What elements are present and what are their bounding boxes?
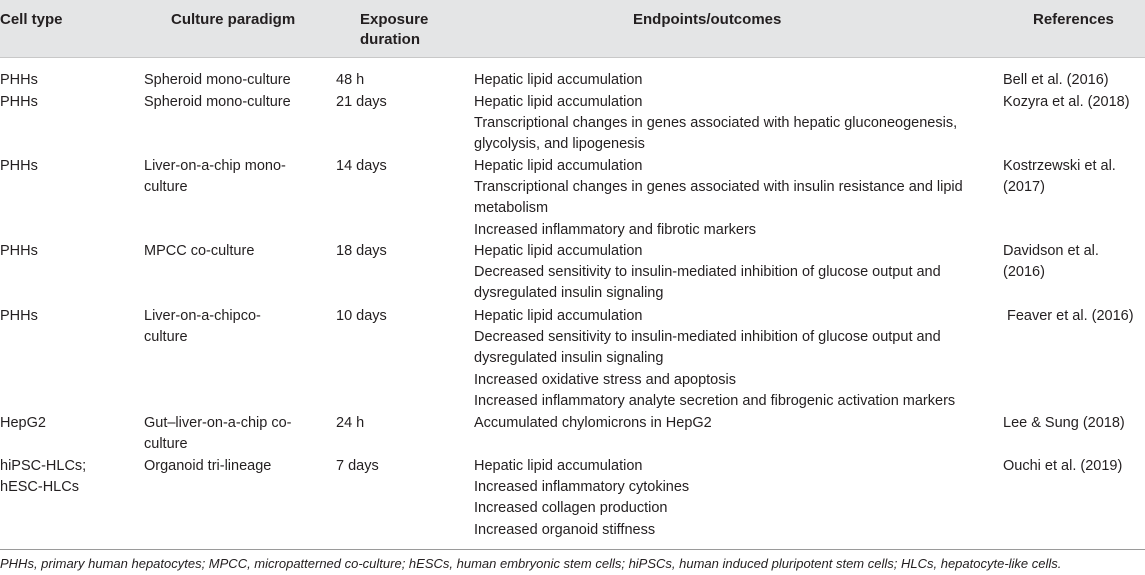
- exposure-duration: 14 days: [336, 158, 387, 174]
- endpoints-outcomes: [474, 241, 994, 305]
- header-culture-paradigm: Culture paradigm: [171, 11, 296, 28]
- endpoint-item: Decreased sensitivity to insulin-mediated inhibition of glucose output and dysregulated insulin signaling: [474, 264, 941, 302]
- endpoints-outcomes: [474, 306, 994, 412]
- endpoints-outcomes: [474, 456, 994, 541]
- endpoint-item: Hepatic lipid accumulation: [474, 308, 643, 324]
- endpoints-outcomes: [474, 92, 994, 156]
- reference: Kostrzewski et al. (2017): [1003, 158, 1116, 196]
- endpoint-item: Transcriptional changes in genes associated with hepatic gluconeogenesis, glycolysis, and lipogenesis: [474, 115, 958, 153]
- exposure-duration: 24 h: [336, 415, 365, 431]
- exposure-duration: 21 days: [336, 94, 387, 110]
- endpoint-item: Increased inflammatory and fibrotic markers: [474, 221, 757, 238]
- endpoint-item: Hepatic lipid accumulation: [474, 458, 643, 474]
- exposure-duration: 10 days: [336, 308, 387, 324]
- cell-type: PHHs: [0, 243, 38, 259]
- cell-type: PHHs: [0, 308, 38, 324]
- culture-paradigm: Liver-on-a-chip mono-culture: [144, 158, 286, 196]
- cell-type: hiPSC-HLCs; hESC-HLCs: [0, 458, 87, 496]
- culture-paradigm: Gut–liver-on-a-chip co-culture: [144, 415, 292, 453]
- cell-type: HepG2: [0, 415, 46, 431]
- culture-paradigm: Spheroid mono-culture: [144, 72, 291, 88]
- endpoint-item: Accumulated chylomicrons in HepG2: [474, 415, 712, 431]
- endpoint-item: Hepatic lipid accumulation: [474, 158, 643, 174]
- endpoint-item: Hepatic lipid accumulation: [474, 72, 643, 88]
- table-footnote: PHHs, primary human hepatocytes; MPCC, micropatterned co-culture; hESCs, human embryonic stem cells; hiPSCs, human induced pluripotent stem cells; HLCs, hepatocyte-like cells.: [0, 556, 1062, 571]
- endpoint-item: Increased organoid stiffness: [474, 521, 656, 538]
- header-divider: [0, 57, 1145, 58]
- reference: Lee & Sung (2018): [1003, 415, 1125, 431]
- reference: Feaver et al. (2016): [1007, 308, 1134, 324]
- endpoint-item: Increased inflammatory cytokines: [474, 479, 690, 496]
- table-header: [0, 0, 1145, 57]
- endpoint-item: Increased inflammatory analyte secretion and fibrogenic activation markers: [474, 392, 956, 409]
- culture-paradigm: Liver-on-a-chipco-culture: [144, 308, 261, 346]
- endpoint-item: Transcriptional changes in genes associated with insulin resistance and lipid metabolism: [474, 179, 963, 217]
- cell-type: PHHs: [0, 72, 38, 88]
- reference: Kozyra et al. (2018): [1003, 94, 1130, 110]
- header-cell-type: Cell type: [0, 11, 63, 28]
- reference: Bell et al. (2016): [1003, 72, 1109, 88]
- endpoint-item: Hepatic lipid accumulation: [474, 94, 643, 110]
- cell-type: PHHs: [0, 158, 38, 174]
- exposure-duration: 18 days: [336, 243, 387, 259]
- header-exposure-duration: Exposure duration: [360, 11, 429, 48]
- endpoints-outcomes: [474, 70, 994, 91]
- cell-type: PHHs: [0, 94, 38, 110]
- endpoint-item: Increased collagen production: [474, 500, 668, 517]
- header-endpoints: Endpoints/outcomes: [633, 11, 782, 28]
- endpoint-item: Decreased sensitivity to insulin-mediated inhibition of glucose output and dysregulated insulin signaling: [474, 329, 941, 367]
- endpoint-item: Increased oxidative stress and apoptosis: [474, 371, 736, 388]
- exposure-duration: 7 days: [336, 458, 379, 474]
- endpoints-outcomes: [474, 156, 994, 241]
- reference: Davidson et al. (2016): [1003, 243, 1099, 281]
- culture-paradigm: Organoid tri-lineage: [144, 458, 272, 474]
- table-bottom-rule: [0, 549, 1145, 550]
- header-references: References: [1033, 11, 1114, 28]
- endpoints-outcomes: [474, 413, 994, 434]
- reference: Ouchi et al. (2019): [1003, 458, 1123, 474]
- endpoint-item: Hepatic lipid accumulation: [474, 243, 643, 259]
- exposure-duration: 48 h: [336, 72, 365, 88]
- culture-paradigm: Spheroid mono-culture: [144, 94, 291, 110]
- culture-paradigm: MPCC co-culture: [144, 243, 255, 259]
